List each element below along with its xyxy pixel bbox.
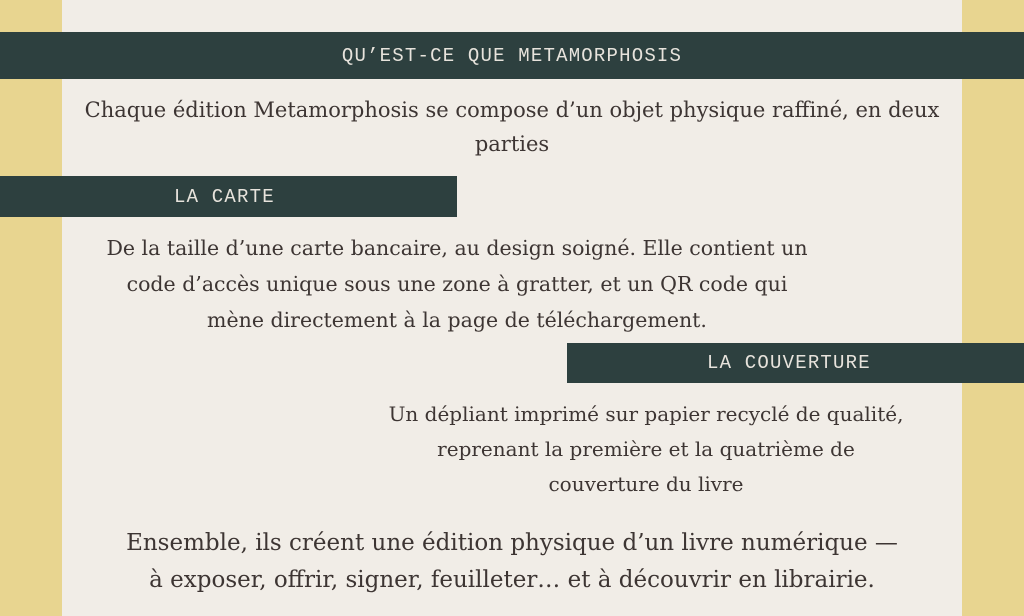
closing-paragraph xyxy=(112,525,912,599)
carte-line-1: De la taille d’une carte bancaire, au design soigné. Elle contient un xyxy=(106,236,808,260)
title-band xyxy=(0,32,1024,79)
couverture-band-label: LA COUVERTURE xyxy=(707,352,871,374)
couverture-line-1: Un dépliant imprimé sur papier recyclé de qualité, xyxy=(388,402,904,426)
couverture-line-3: couverture du livre xyxy=(548,472,744,496)
closing-line-2: à exposer, offrir, signer, feuilleter… et à découvrir en librairie. xyxy=(149,567,875,593)
carte-line-3: mène directement à la page de téléchargement. xyxy=(207,308,707,332)
intro-paragraph xyxy=(82,93,942,161)
intro-line-2: parties xyxy=(474,132,550,156)
carte-band xyxy=(0,176,457,217)
carte-description xyxy=(96,230,818,338)
couverture-band xyxy=(567,343,1024,383)
carte-band-label: LA CARTE xyxy=(174,185,275,208)
title-band-label: QU’EST-CE QUE METAMORPHOSIS xyxy=(341,44,683,67)
couverture-line-2: reprenant la première et la quatrième de xyxy=(437,437,855,461)
intro-line-1: Chaque édition Metamorphosis se compose d’un objet physique raffiné, en deux xyxy=(84,98,940,122)
couverture-description xyxy=(366,397,926,502)
carte-line-2: code d’accès unique sous une zone à gratter, et un QR code qui xyxy=(126,272,788,296)
closing-line-1: Ensemble, ils créent une édition physique d’un livre numérique — xyxy=(126,530,898,556)
